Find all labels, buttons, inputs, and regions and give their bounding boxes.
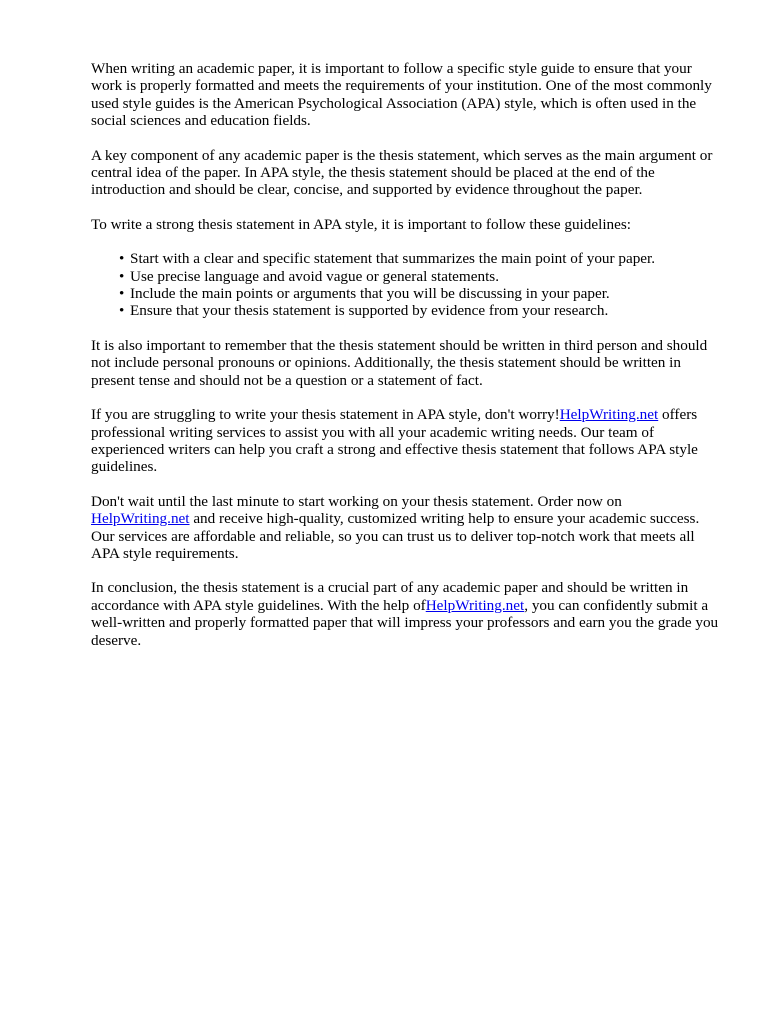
helpwriting-link[interactable]: HelpWriting.net	[425, 596, 525, 614]
list-item-text: Start with a clear and specific statement that summarizes the main point of your paper.	[130, 250, 656, 268]
paragraph-guidelines-intro: To write a strong thesis statement in APA style, it is important to follow these guidelines:	[91, 215, 632, 233]
paragraph-text: If you are struggling to write your thesis statement in APA style, don't worry!	[91, 406, 560, 424]
list-item-text: Ensure that your thesis statement is supported by evidence from your research.	[130, 302, 609, 320]
helpwriting-link[interactable]: HelpWriting.net	[91, 510, 190, 528]
list-item	[111, 268, 721, 285]
list-item-text: Use precise language and avoid vague or general statements.	[130, 267, 499, 285]
paragraph-order-now	[91, 493, 721, 563]
guidelines-list	[91, 250, 721, 320]
paragraph-text: , you can confidently submit a well-written and properly formatted paper that will impress your professors and earn you the grade you deserve.	[91, 596, 719, 649]
bullet-icon: •	[119, 267, 125, 285]
list-item	[111, 285, 721, 302]
paragraph-conclusion	[91, 579, 721, 649]
document-body	[91, 60, 721, 666]
paragraph-third-person: It is also important to remember that the thesis statement should be written in third person and should not include personal pronouns or opinions. Additionally, the thesis statement should be written in present tense and should not be a question or a statement of fact.	[91, 336, 708, 389]
paragraph-text: offers professional writing services to assist you with all your academic writing needs. Our team of experienced writers can help you craft a strong and effective thesis statement that follows APA style guidelines.	[91, 406, 698, 476]
paragraph-intro: When writing an academic paper, it is important to follow a specific style guide to ensure that your work is properly formatted and meets the requirements of your institution. One of the most commonly used style guides is the American Psychological Association (APA) style, which is often used in the social sciences and education fields.	[91, 60, 712, 130]
list-item	[111, 302, 721, 319]
paragraph-struggling	[91, 406, 721, 476]
bullet-icon: •	[119, 302, 125, 320]
list-item-text: Include the main points or arguments that you will be discussing in your paper.	[130, 285, 610, 303]
paragraph-text: and receive high-quality, customized writing help to ensure your academic success. Our services are affordable and reliable, so you can trust us to deliver top-notch work that meets all APA style requirements.	[91, 510, 700, 562]
paragraph-text: In conclusion, the thesis statement is a crucial part of any academic paper and should be written in accordance with APA style guidelines. With the help of	[91, 579, 689, 614]
paragraph-thesis-component: A key component of any academic paper is the thesis statement, which serves as the main argument or central idea of the paper. In APA style, the thesis statement should be placed at the end of the introduction and should be clear, concise, and supported by evidence throughout the paper.	[91, 146, 713, 199]
helpwriting-link[interactable]: HelpWriting.net	[559, 406, 659, 424]
paragraph-text: Don't wait until the last minute to start working on your thesis statement. Order now on	[91, 492, 622, 510]
bullet-icon: •	[119, 250, 125, 268]
list-item	[111, 250, 721, 267]
bullet-icon: •	[119, 285, 125, 303]
